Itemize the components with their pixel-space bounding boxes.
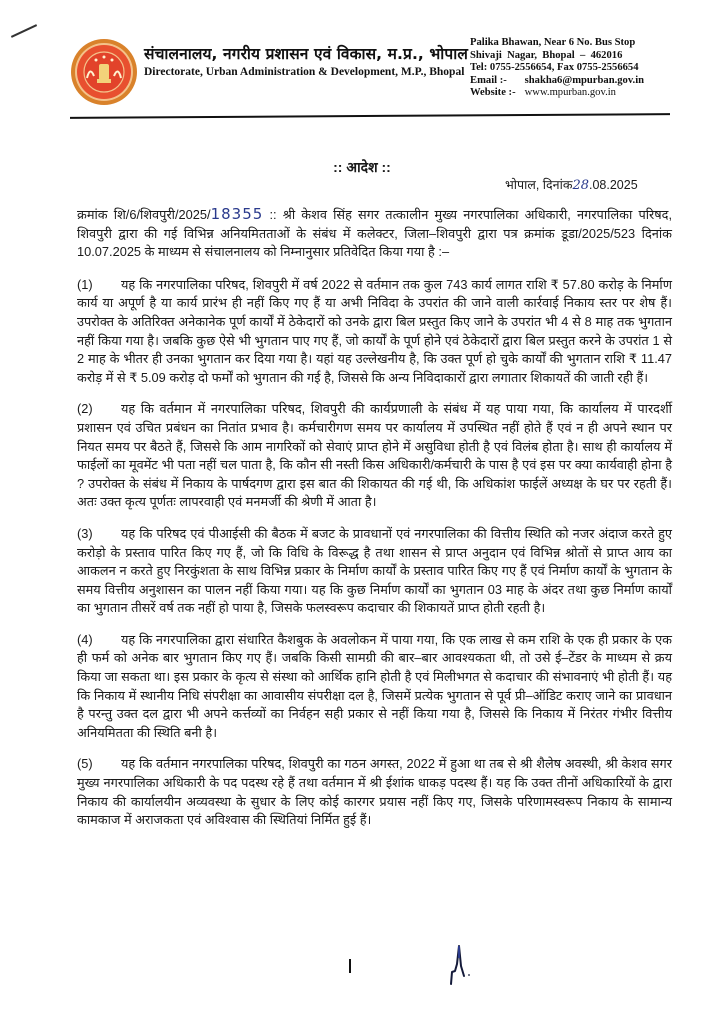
email-link[interactable]: shakha6@mpurban.gov.in: [524, 74, 645, 86]
contact-block: [470, 37, 644, 100]
paragraph-number: (3): [77, 525, 93, 541]
website-link[interactable]: www.mpurban.gov.in: [524, 87, 616, 99]
paragraph-number: (1): [77, 276, 93, 292]
paragraph-text: यह कि नगरपालिका द्वारा संधारित कैशबुक के अवलोकन में पाया गया, कि एक लाख से कम राशि के एक ही प्रकार के एक ही फर्म को अनेक बार भुगतान किए गए हैं। जबकि किसी सामग्री की बार–बार आवश्यकता थी, तो उसे ई–टेंडर के माध्यम से क्रय किया जा सकता था। इस प्रकार के कृत्य से संस्था को आर्थिक हानि होती है एवं मिलीभगत से कदाचार की संभावनाएं भी होती हैं। यह कि निकाय में स्थानीय निधि संपरीक्षा का आवासीय संपरीक्षा दल है, जिसमें प्रत्येक भुगतान से पूर्व प्री–ऑडिट कराए जाने का प्रावधान है परन्तु उक्त दल द्वारा भी अपने कर्त्तव्यों का निर्वहन सही प्रकार से नहीं किया गया है, जिससे कि निकाय में निरंतर गंभीर वित्तीय अनियमितता की स्थिति बनी है।: [77, 631, 672, 740]
website-row: [470, 87, 644, 100]
intro-text: :: श्री केशव सिंह सगर तत्कालीन मुख्य नगरपालिका अधिकारी, नगरपालिका परिषद, शिवपुरी द्वारा की गई विभिन्न अनियमितताओं के संबंध में कलेक्टर, जिला–शिवपुरी द्वारा पत्र क्रमांक डूडा/2025/523 दिनांक 10.07.2025 के माध्यम से संचालनालय को निम्नानुसार प्रतिवेदित किया गया है :–: [77, 207, 673, 260]
website-label: Website :-: [470, 87, 516, 99]
date-rest: .08.2025: [588, 178, 638, 192]
order-title: :: आदेश ::: [333, 159, 391, 175]
paragraph-3: [77, 525, 672, 618]
org-name-english: Directorate, Urban Administration & Development, M.P., Bhopal: [144, 66, 465, 78]
paragraph-text: यह कि नगरपालिका परिषद, शिवपुरी में वर्ष 2022 से वर्तमान तक कुल 743 कार्य लागत राशि ₹ 57.80 करोड़ के निर्माण कार्य या अपूर्ण है या कार्य प्रारंभ ही नहीं किए गए हैं या अभी निविदा के उपरांत की जाने वाली कार्रवाई निकाय स्तर पर शेष हैं। उपरोक्त के अतिरिक्त अनेकानेक पूर्ण कार्यों में ठेकेदारों को उनके द्वारा बिल प्रस्तुत किए जाने के उपरांत भी 4 से 8 माह तक भुगतान नहीं किया गया है। जबकि कुछ ऐसे भी भुगतान पाए गए हैं, जो कार्यों के पूर्ण होने एवं ठेकेदारों द्वारा बिल प्रस्तुत करने के उपरांत 1 से 2 माह के भीतर ही उनका भुगतान कर दिया गया है। यहां यह उल्लेखनीय है, कि उक्त पूर्ण हो चुके कार्यों की भुगतान राशि ₹ 11.47 करोड़ में से ₹ 5.09 करोड़ दो फर्मों को भुगतान की गई है, जिससे कि अन्य निविदाकारों द्वारा लगातार शिकायतें की जाती रही हैं।: [77, 276, 672, 385]
order-body: [77, 205, 672, 843]
paragraph-number: (2): [77, 401, 93, 417]
tel-fax: Tel: 0755-2556654, Fax 0755-2556654: [470, 62, 639, 74]
paragraph-text: यह कि परिषद एवं पीआईसी की बैठक में बजट के प्रावधानों एवं नगरपालिका की वित्तीय स्थिति को नजर अंदाज करते हुए करोड़ो के प्रस्ताव पारित किए गए हैं, जो कि विधि के विरूद्ध है तथा शासन से प्राप्त अनुदान एवं विभिन्न श्रोतों से प्राप्त आय का आकलन न करते हुए निरकुंशता के साथ विभिन्न प्रकार के निर्माण कार्यों के प्रस्ताव पारित किए गए हैं एवं निर्माण कार्यों के भुगतान के समय वित्तीय अनुशासन का पालन नहीं किया गया। यह कि कुछ निर्माण कार्यों का भुगतान 03 माह के अंदर तथा कुछ निर्माण कार्यों का भुगतान तीसरें वर्ष तक नहीं हो पाया है, जिसके फलस्वरूप कदाचार की शिकायतें प्राप्त होती रहती है।: [77, 525, 672, 616]
page-mark: [349, 959, 351, 973]
paragraph-text: यह कि वर्तमान में नगरपालिका परिषद, शिवपुरी की कार्यप्रणाली के संबंध में यह पाया गया, कि कार्यालय में पारदर्शी प्रशासन एवं उचित प्रबंधन का नितांत प्रभाव है। कर्मचारीगण समय पर कार्यालय में उपस्थित नहीं होते हैं एवं न ही अपने स्थान पर नियत समय पर बैठते हैं, जिससे कि आम नागरिकों को सेवाएं प्राप्त होने में असुविधा होती है एवं विलंब होता है। साथ ही कार्यालय में फाईलों का मूवमेंट भी पता नहीं चल पाता है, कि कौन सी नस्ती किस अधिकारी/कर्मचारी के पास है एवं इस पर क्या कार्यवाही होना है ? उपरोक्त के संबंध में निकाय के पार्षदगण द्वारा इस बात की शिकायत की गई थी, कि अधिकांश फाईलें अध्यक्ष के घर पर रहती हैं। अतः उक्त कृत्य पूर्णतः लापरवाही एवं मनमर्जी की श्रेणी में आता है।: [77, 401, 672, 510]
place-date-prefix: भोपाल, दिनांक: [505, 178, 573, 192]
paragraph-1: [77, 276, 672, 388]
reference-prefix: क्रमांक शि/6/शिवपुरी/2025/: [77, 207, 211, 222]
intro-paragraph: [77, 205, 672, 262]
paragraph-4: [77, 631, 672, 743]
org-name-hindi: संचालनालय, नगरीय प्रशासन एवं विकास, म.प्र., भोपाल: [144, 45, 468, 63]
signature-area: [0, 930, 724, 990]
place-date: [505, 176, 638, 193]
handwritten-day: 28: [572, 178, 589, 193]
address-line-1: Palika Bhawan, Near 6 No. Bus Stop: [470, 37, 636, 48]
handwritten-signature-icon: [447, 940, 477, 988]
email-row: [470, 75, 644, 88]
paragraph-text: यह कि वर्तमान नगरपालिका परिषद, शिवपुरी का गठन अगस्त, 2022 में हुआ था तब से श्री शैलेष अवस्थी, श्री केशव सगर मुख्य नगरपालिका अधिकारी के पद पदस्थ रहे हैं तथा वर्तमान में श्री ईशांक धाकड़ पदस्थ हैं। यह कि उक्त तीनों अधिकारियों के द्वारा निकाय की कार्यालयीन अव्यवस्था के सुधार के लिए कोई कारगर प्रयास नहीं किए गए, जिसके परिणामस्वरूप निकाय के सामान्य कामकाज में अराजकता एवं अविश्वास की स्थितियां निर्मित हुई हैं।: [77, 756, 672, 828]
paragraph-number: (4): [77, 631, 93, 647]
paragraph-2: [77, 400, 672, 512]
paragraph-5: [77, 755, 672, 829]
pen-mark: [11, 24, 37, 38]
mp-govt-emblem-icon: [70, 38, 138, 106]
address-line-2: Shivaji Nagar, Bhopal – 462016: [470, 49, 623, 61]
paragraph-number: (5): [77, 756, 93, 772]
handwritten-reference-number: 18355: [210, 205, 264, 223]
email-label: Email :-: [470, 74, 507, 86]
